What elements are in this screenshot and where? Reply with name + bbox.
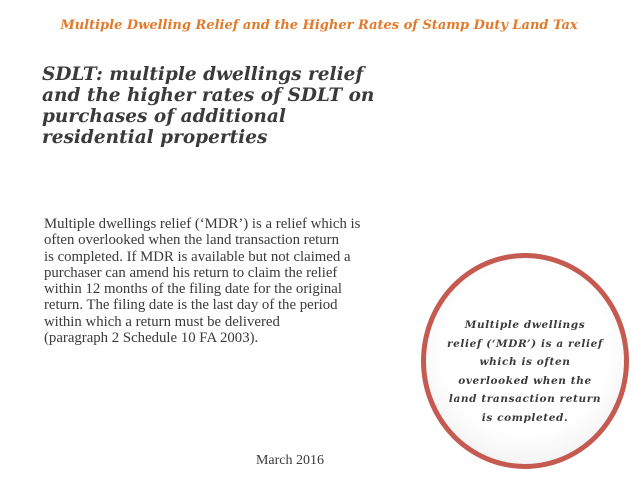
callout-line: overlooked when the: [458, 374, 592, 387]
callout-line: which is often: [479, 356, 571, 368]
callout-line: is completed.: [481, 411, 569, 424]
title-line: and the higher rates of SDLT on: [42, 85, 375, 106]
body-line: within 12 months of the filing date for the original: [44, 281, 342, 298]
slide-title: [42, 64, 422, 148]
body-line: Multiple dwellings relief (‘MDR’) is a relief which is: [44, 216, 361, 232]
title-line: SDLT: multiple dwellings relief: [42, 64, 364, 85]
callout-line: relief (‘MDR’) is a relief: [446, 337, 604, 350]
callout-text: [426, 316, 624, 427]
title-line: residential properties: [42, 127, 268, 148]
slide-header: Multiple Dwelling Relief and the Higher Rates of Stamp Duty Land Tax: [60, 18, 578, 33]
callout-circle: [421, 253, 629, 469]
body-line: within which a return must be delivered: [44, 313, 280, 330]
callout-line: Multiple dwellings: [464, 319, 586, 331]
footer-date: March 2016: [255, 453, 325, 468]
body-paragraph: [44, 216, 444, 346]
body-line: purchaser can amend his return to claim the relief: [44, 264, 338, 281]
body-line: is completed. If MDR is available but not claimed a: [44, 248, 351, 265]
body-line: return. The filing date is the last day of the period: [44, 297, 338, 314]
body-line: often overlooked when the land transaction return: [44, 232, 340, 249]
title-line: purchases of additional: [42, 106, 286, 127]
body-line: (paragraph 2 Schedule 10 FA 2003).: [44, 330, 259, 347]
callout-line: land transaction return: [448, 393, 602, 405]
